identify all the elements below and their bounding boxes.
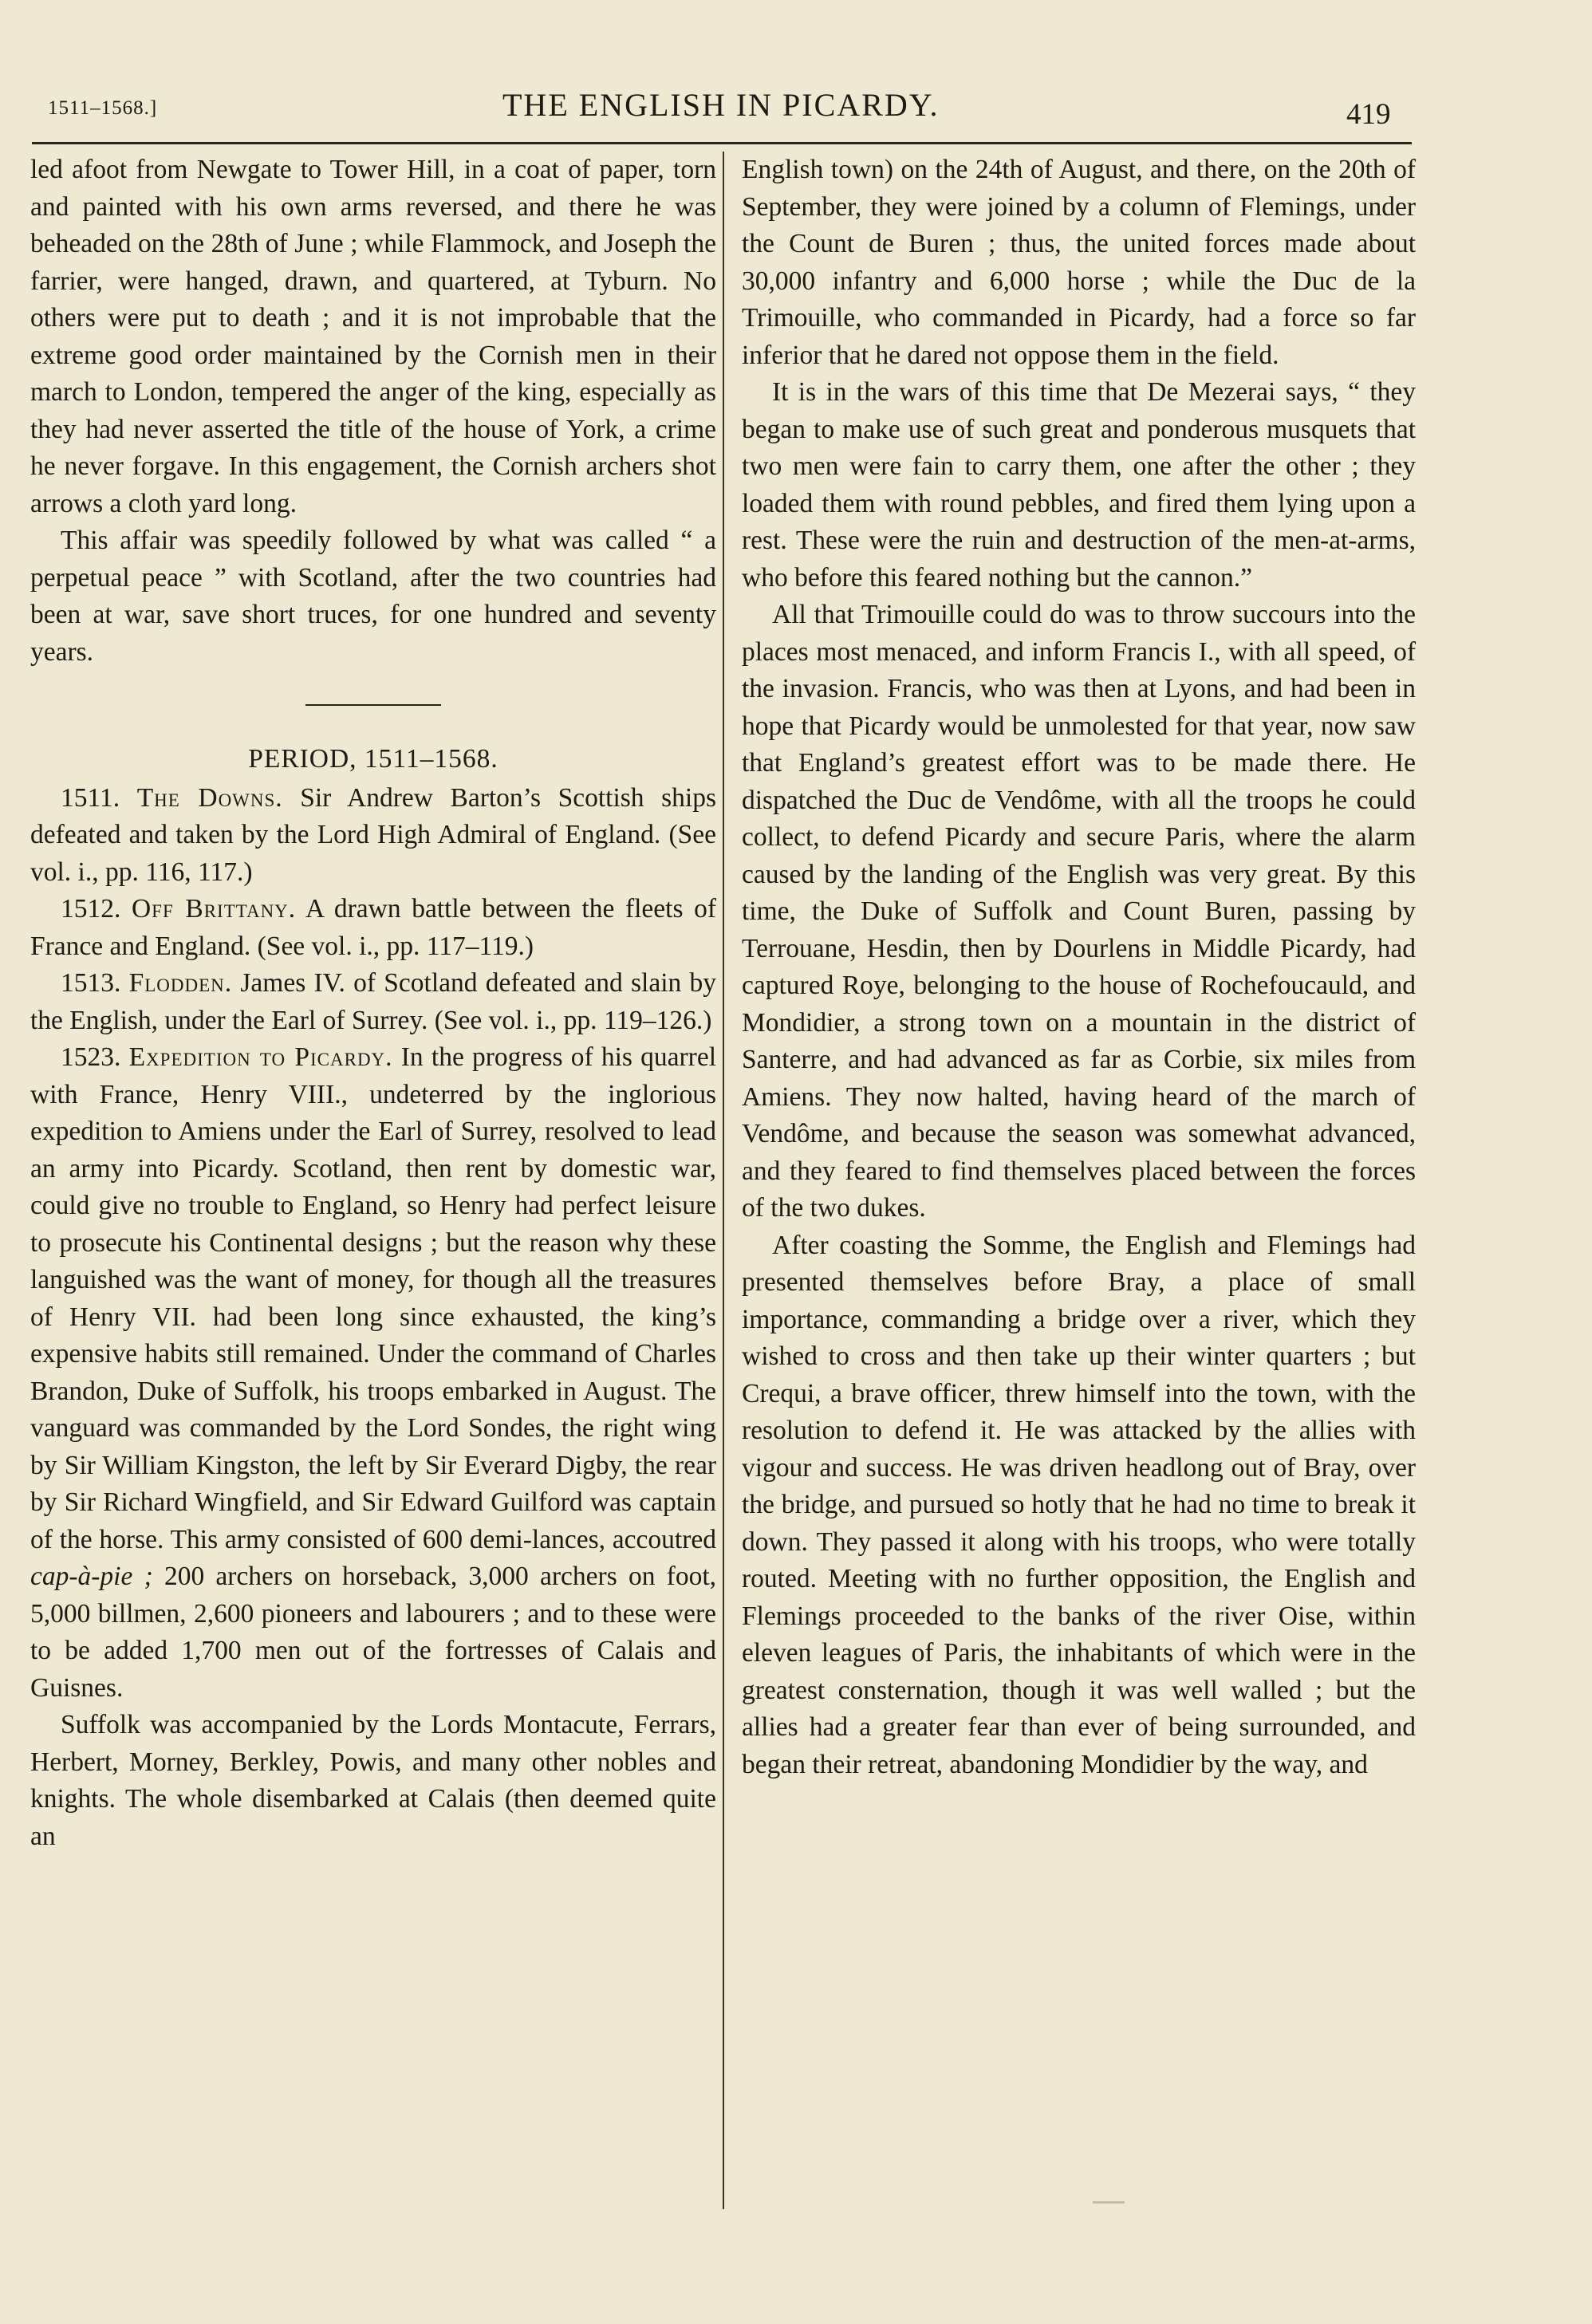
paragraph-english-town: English town) on the 24th of August, and there, on the 20th of September, they were joined by a column of Flemings, under the Count de Buren ; thus, the united forces made about 30,000 infantry and 6,000 horse ; while the Duc de la Trimouille, who commanded in Picardy, had a force so far inferior that he dared not oppose them in the field. [742, 155, 1416, 370]
running-head-date-range: 1511–1568.] [48, 97, 158, 119]
entry-year: 1523. [61, 1042, 121, 1072]
period-years: 1511–1568. [364, 744, 498, 774]
header-rule [32, 142, 1412, 144]
entry-title: Off Brittany. [131, 894, 297, 924]
paragraph-mezerai: It is in the wars of this time that De Mezerai says, “ they began to make use of such great and ponderous musquets that two men were fain to carry them, one after the other ; they loaded them with round pebbles, and fired them lying upon a rest. These were the ruin and destruction of the men-at-arms, who before this feared nothing but the cannon.” [742, 377, 1416, 593]
left-column [30, 152, 716, 1855]
period-heading [30, 741, 716, 778]
period-label: PERIOD, [248, 744, 357, 774]
entry-title: The Downs. [136, 782, 283, 813]
paragraph-suffolk: Suffolk was accompanied by the Lords Montacute, Ferrars, Herbert, Morney, Berkley, Powis, and many other nobles and knights. The whole disembarked at Calais (then deemed quite an [30, 1710, 716, 1851]
entry-text: Sir Andrew Barton’s Scottish ships defeated and taken by the Lord High Admiral of England. (See vol. i., pp. 116, 117.) [30, 782, 716, 887]
entry-italic-phrase: cap-à-pie ; [30, 1562, 153, 1591]
entry-year: 1511. [61, 782, 120, 813]
section-divider [305, 704, 441, 706]
entry-1511 [30, 780, 716, 892]
right-column [742, 152, 1416, 1783]
entry-text: In the progress of his quarrel with France, Henry VIII., undeterred by the inglorious expedition to Amiens under the Earl of Surrey, resolved to lead an army into Picardy. Scotland, then rent by domestic war, could give no trouble to England, so Henry had perfect leisure to prosecute his Continental designs ; but the reason why these languished was the want of money, for though all the treasures of Henry VII. had been long since exhausted, the king’s expensive habits still remained. Under the command of Charles Brandon, Duke of Suffolk, his troops embarked in August. The vanguard was commanded by the Lord Sondes, the right wing by Sir William Kingston, the left by Sir Everard Digby, the rear by Sir Richard Wingfield, and Sir Edward Guilford was captain of the horse. This army consisted of 600 demi-lances, accoutred [30, 1042, 717, 1554]
entry-title: Expedition to Picardy. [128, 1042, 393, 1072]
entry-title: Flodden. [128, 968, 233, 998]
entry-1512 [30, 891, 716, 965]
entry-year: 1513. [61, 968, 121, 998]
page-blemish [1093, 2201, 1125, 2204]
paragraph-perpetual-peace: This affair was speedily followed by what was called “ a perpetual peace ” with Scotland, after the two countries had been at war, save short truces, for one hundred and seventy years. [30, 526, 716, 667]
running-head-title: THE ENGLISH IN PICARDY. [502, 87, 940, 123]
paragraph-trimouille: All that Trimouille could do was to throw succours into the places most menaced, and inform Francis I., with all speed, of the invasion. Francis, who was then at Lyons, and had been in hope that Picardy would be unmolested for that year, now saw that England’s greatest effort was to be made there. He dispatched the Duc de Vendôme, with all the troops he could collect, to defend Picardy and secure Paris, where the alarm caused by the landing of the English was very great. By this time, the Duke of Suffolk and Count Buren, passing by Terrouane, Hesdin, then by Dourlens in Middle Picardy, had captured Roye, belonging to the house of Rochefoucauld, and Mondidier, a strong town on a mountain in the district of Santerre, and had advanced as far as Corbie, six miles from Amiens. They now halted, having heard of the march of Vendôme, and because the season was somewhat advanced, and they feared to find themselves placed between the forces of the two dukes. [742, 600, 1416, 1223]
paragraph-somme: After coasting the Somme, the English and Flemings had presented themselves before Bray, a place of small importance, commanding a bridge over a river, which they wished to cross and then take up their winter quarters ; but Crequi, a brave officer, threw himself into the town, with the resolution to defend it. He was attacked by the allies with vigour and success. He was driven headlong out of Bray, over the bridge, and pursued so hotly that he had no time to break it down. They passed it along with his troops, who were totally routed. Meeting with no further opposition, the English and Flemings proceeded to the banks of the river Oise, within eleven leagues of Paris, the inhabitants of which were in the greatest consternation, though it was well walled ; but the allies had a greater fear than ever of being surrounded, and began their retreat, abandoning Mondidier by the way, and [742, 1230, 1416, 1779]
entry-text: James IV. of Scotland defeated and slain by the English, under the Earl of Surrey. (See vol. i., pp. 119–126.) [30, 968, 716, 1035]
running-head [32, 86, 1412, 134]
entry-1523 [30, 1039, 716, 1707]
entry-year: 1512. [61, 894, 121, 924]
entry-text-continued: 200 archers on horseback, 3,000 archers on foot, 5,000 billmen, 2,600 pioneers and labourers ; and to these were to be added 1,700 men out of the fortresses of Calais and Guisnes. [30, 1562, 716, 1703]
entry-text: A drawn battle between the fleets of France and England. (See vol. i., pp. 117–119.) [30, 894, 716, 961]
column-divider [723, 152, 724, 2209]
paragraph-execution: led afoot from Newgate to Tower Hill, in a coat of paper, torn and painted with his own arms reversed, and there he was beheaded on the 28th of June ; while Flammock, and Joseph the farrier, were hanged, drawn, and quartered, at Tyburn. No others were put to death ; and it is not improbable that the extreme good order maintained by the Cornish men in their march to London, tempered the anger of the king, especially as they had never asserted the title of the house of York, a crime he never forgave. In this engagement, the Cornish archers shot arrows a cloth yard long. [30, 155, 716, 518]
page-number: 419 [1346, 98, 1391, 131]
entry-1513 [30, 965, 716, 1039]
